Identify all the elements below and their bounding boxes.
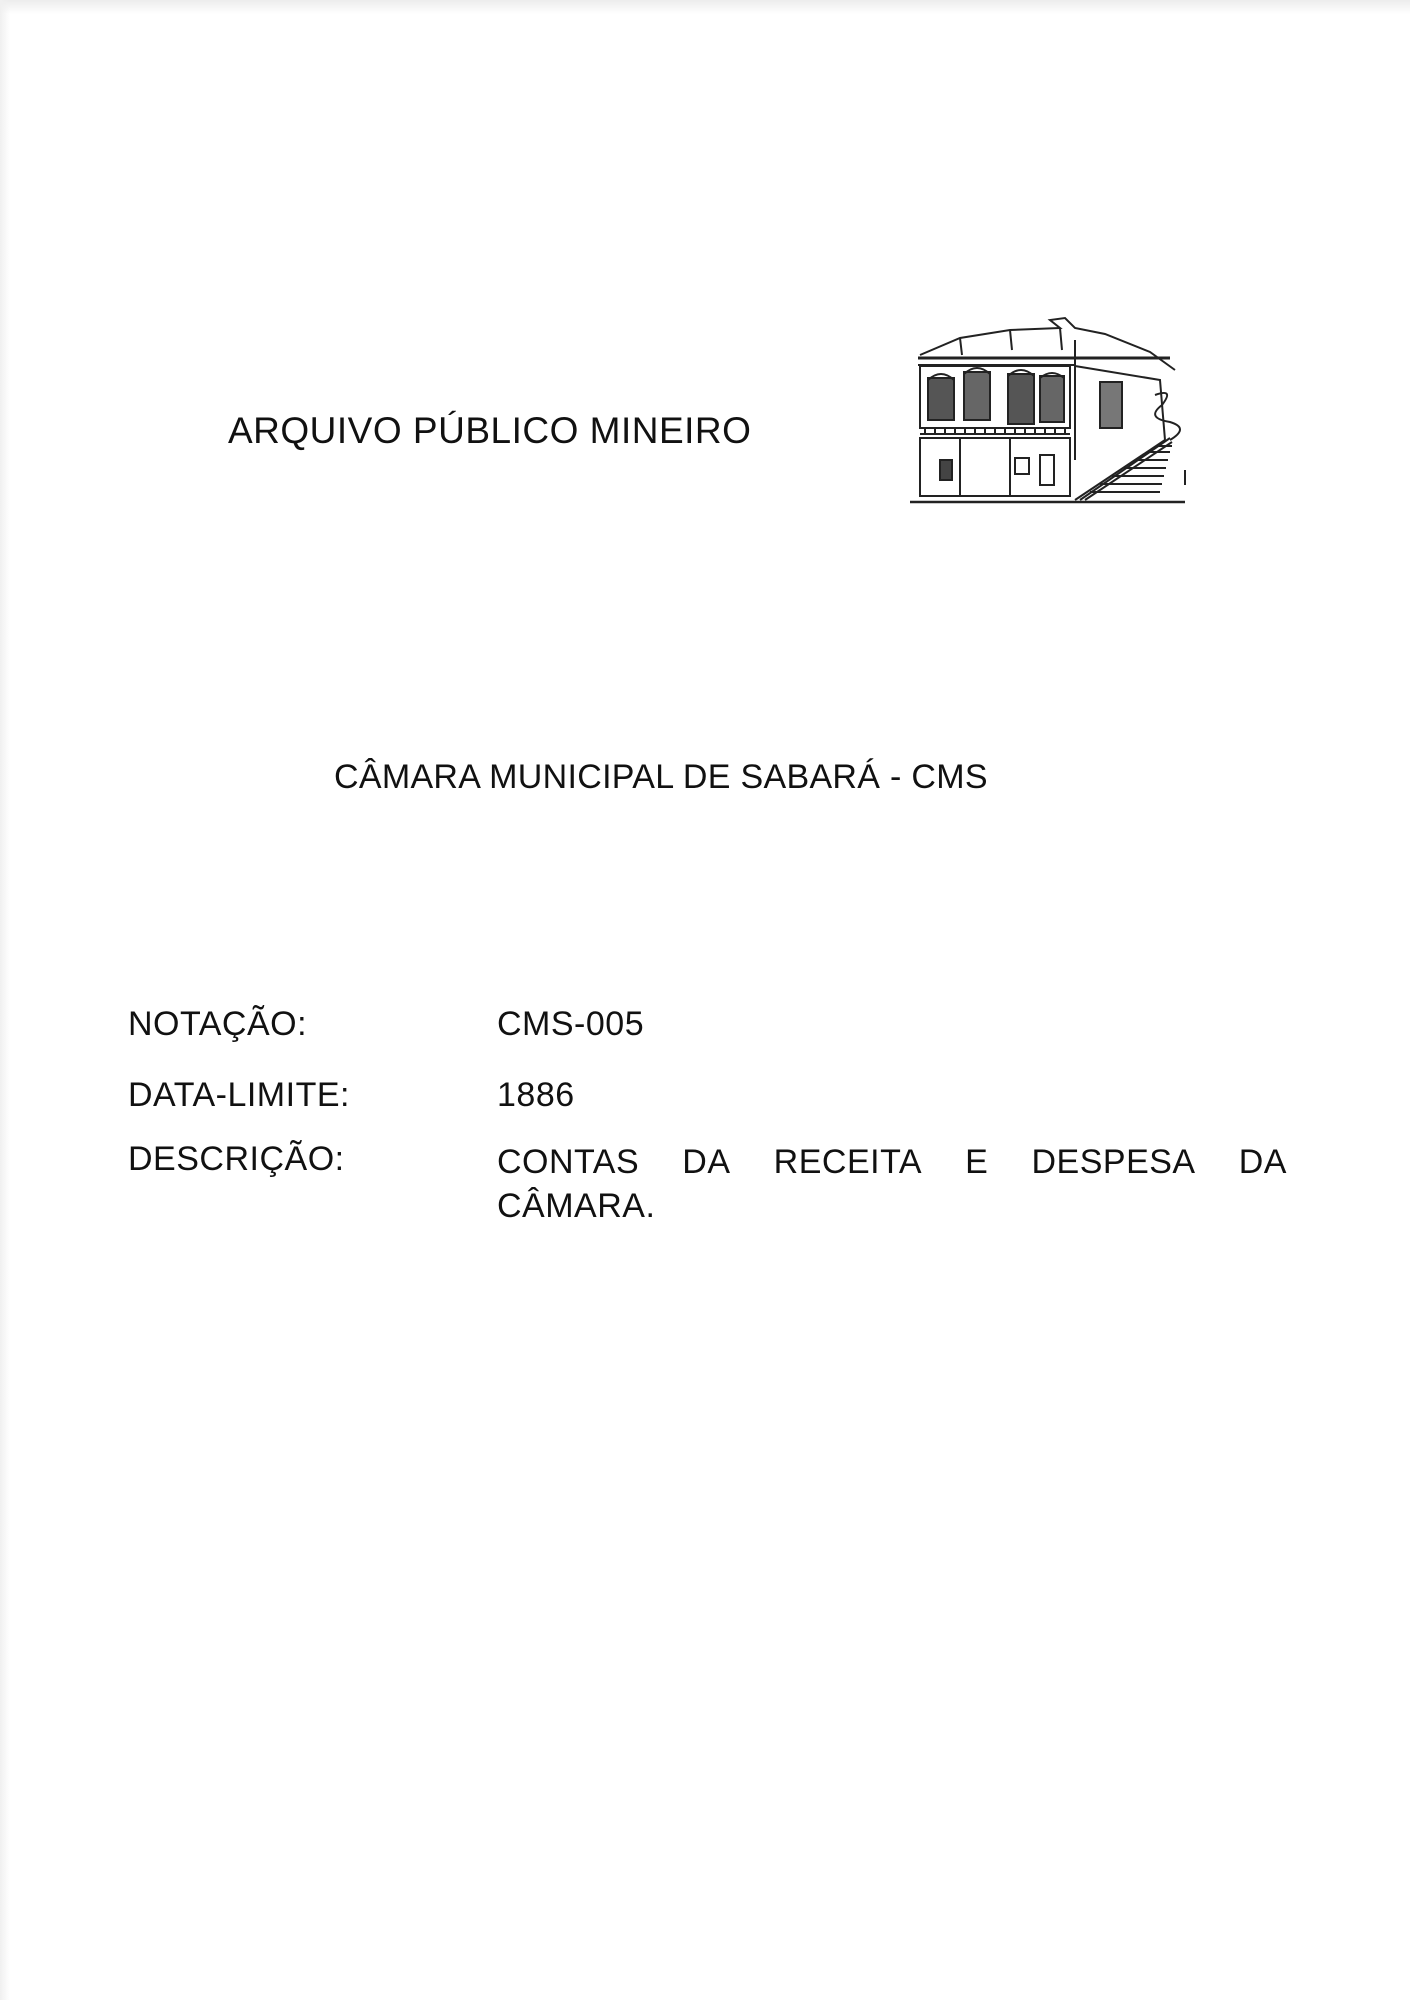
scan-edge-top	[0, 0, 1410, 14]
building-logo-icon	[900, 310, 1200, 515]
descricao-value	[497, 1140, 1287, 1228]
scan-edge-left	[0, 0, 10, 2000]
descricao-label: DESCRIÇÃO:	[128, 1140, 345, 1178]
descricao-word: RECEITA	[773, 1143, 923, 1181]
fund-title: CÂMARA MUNICIPAL DE SABARÁ - CMS	[334, 758, 988, 796]
data-limite-value: 1886	[497, 1076, 575, 1114]
notacao-value: CMS-005	[497, 1005, 645, 1043]
descricao-line-2: CÂMARA.	[497, 1187, 656, 1225]
descricao-word: DA	[1238, 1143, 1287, 1181]
data-limite-label: DATA-LIMITE:	[128, 1076, 350, 1114]
notacao-label: NOTAÇÃO:	[128, 1005, 308, 1043]
descricao-line-1	[497, 1140, 1287, 1184]
descricao-word: E	[965, 1143, 989, 1181]
archive-title: ARQUIVO PÚBLICO MINEIRO	[228, 410, 752, 451]
descricao-word: DA	[682, 1143, 731, 1181]
descricao-word: DESPESA	[1031, 1143, 1196, 1181]
descricao-word: CONTAS	[497, 1143, 640, 1181]
